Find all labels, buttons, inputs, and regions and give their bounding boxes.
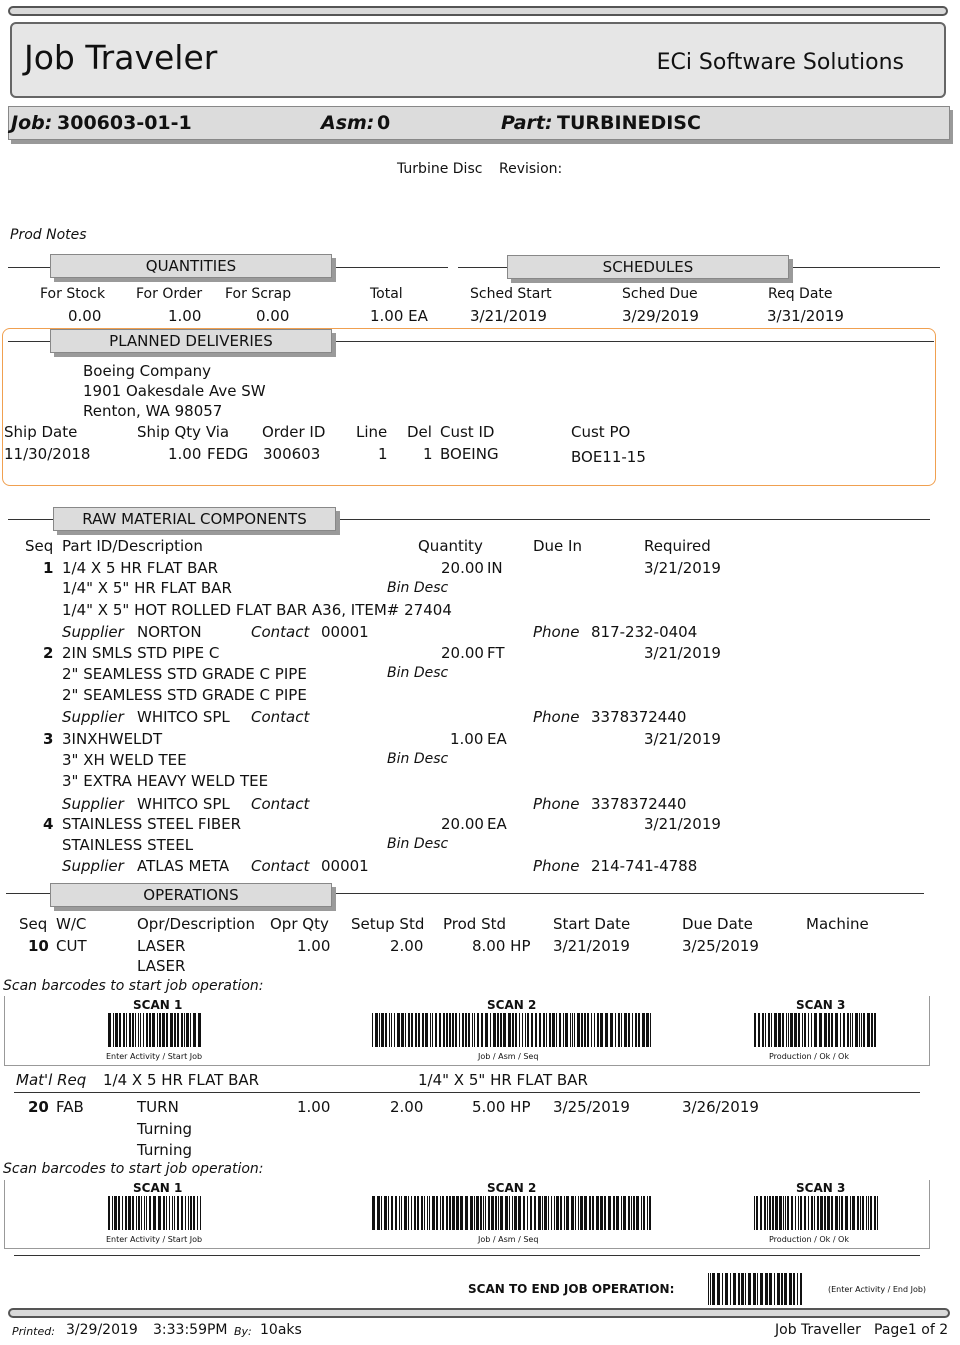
- sched-value: 3/29/2019: [622, 307, 699, 325]
- barcode-caption: Enter Activity / Start Job: [106, 1235, 203, 1244]
- barcode-scan-2: [372, 1196, 652, 1230]
- job-value: 300603-01-1: [57, 112, 192, 134]
- part-label: Part:: [501, 112, 553, 134]
- line-header: Line: [356, 423, 388, 441]
- phone-value: 3378372440: [591, 708, 687, 726]
- mat-qty: 1.00: [450, 730, 484, 748]
- supplier-value: WHITCO SPL: [137, 795, 230, 813]
- contact-label: Contact: [251, 857, 310, 875]
- scan-label: SCAN 1: [133, 998, 183, 1012]
- op-desc: Turning: [137, 1141, 192, 1159]
- phone-label: Phone: [533, 857, 580, 875]
- asm-value: 0: [377, 112, 391, 134]
- bin-desc-label: Bin Desc: [387, 836, 449, 852]
- op-desc-header: Opr/Description: [137, 915, 255, 933]
- schedules-header: SCHEDULES: [507, 255, 789, 279]
- ship-qty-via-header: Ship Qty Via: [137, 423, 230, 441]
- mat-part-id: 1/4 X 5 HR FLAT BAR: [62, 559, 219, 577]
- mat-qty-header: Quantity: [418, 537, 483, 555]
- bin-desc-label: Bin Desc: [387, 665, 449, 681]
- op-setup-header: Setup Std: [351, 915, 425, 933]
- op-start: 3/25/2019: [553, 1098, 630, 1116]
- mat-uom: EA: [487, 815, 507, 833]
- op-desc: Turning: [137, 1120, 192, 1138]
- mat-part-id: 2IN SMLS STD PIPE C: [62, 644, 220, 662]
- supplier-label: Supplier: [62, 623, 124, 641]
- qty-value: 1.00 EA: [370, 307, 428, 325]
- barcode-caption: Production / Ok / Ok: [769, 1052, 849, 1061]
- mat-seq-header: Seq: [25, 537, 54, 555]
- op-qty: 1.00: [297, 1098, 331, 1116]
- supplier-value: NORTON: [137, 623, 202, 641]
- bin-desc-label: Bin Desc: [387, 580, 449, 596]
- contact-label: Contact: [251, 795, 310, 813]
- supplier-value: ATLAS META: [137, 857, 230, 875]
- phone-label: Phone: [533, 708, 580, 726]
- qty-value: 1.00: [168, 307, 202, 325]
- line-value: 1: [378, 445, 388, 463]
- op-due-header: Due Date: [682, 915, 753, 933]
- address-line: Boeing Company: [83, 362, 212, 380]
- scan-label: SCAN 3: [796, 998, 846, 1012]
- barcode-caption: Job / Asm / Seq: [478, 1052, 539, 1061]
- mat-part-id: 3INXHWELDT: [62, 730, 163, 748]
- mat-seq: 4: [43, 815, 54, 833]
- op-seq: 10: [28, 937, 49, 955]
- barcode-scan-3: [754, 1196, 880, 1230]
- part-description: Turbine Disc: [397, 161, 483, 177]
- mat-desc: 3" XH WELD TEE: [62, 751, 187, 769]
- op-prod: 8.00 HP: [472, 937, 531, 955]
- matl-req-desc: 1/4" X 5" HR FLAT BAR: [418, 1071, 588, 1089]
- mat-qty: 20.00: [441, 815, 484, 833]
- qty-value: 0.00: [256, 307, 290, 325]
- mat-required: 3/21/2019: [644, 730, 721, 748]
- barcode-end-job: [708, 1273, 804, 1307]
- contact-label: Contact: [251, 708, 310, 726]
- report-name: Job Traveller: [775, 1322, 861, 1338]
- mat-desc: 2" SEAMLESS STD GRADE C PIPE: [62, 686, 307, 704]
- op-prod-header: Prod Std: [443, 915, 507, 933]
- op-seq: 20: [28, 1098, 49, 1116]
- qty-label: Total: [370, 286, 403, 302]
- document-title: Job Traveler: [24, 38, 218, 77]
- end-job-caption: (Enter Activity / End Job): [828, 1285, 927, 1294]
- mat-required-header: Required: [644, 537, 711, 555]
- company-name: ECi Software Solutions: [656, 50, 904, 75]
- qty-label: For Scrap: [225, 286, 292, 302]
- mat-seq: 3: [43, 730, 54, 748]
- operations-header: OPERATIONS: [50, 883, 332, 907]
- sched-label: Req Date: [768, 286, 833, 302]
- mat-uom: FT: [487, 644, 505, 662]
- op-setup: 2.00: [390, 1098, 424, 1116]
- contact-value: 00001: [321, 623, 369, 641]
- barcode-scan-1: [108, 1196, 204, 1230]
- op-desc: LASER: [137, 957, 186, 975]
- op-due: 3/25/2019: [682, 937, 759, 955]
- op-machine-header: Machine: [806, 915, 869, 933]
- job-label: Job:: [11, 112, 53, 134]
- barcode-caption: Production / Ok / Ok: [769, 1235, 849, 1244]
- divider: [14, 1255, 920, 1256]
- phone-value: 214-741-4788: [591, 857, 698, 875]
- qty-label: For Order: [136, 286, 203, 302]
- scan-label: SCAN 1: [133, 1181, 183, 1195]
- op-start-header: Start Date: [553, 915, 631, 933]
- mat-required: 3/21/2019: [644, 644, 721, 662]
- mat-desc: STAINLESS STEEL: [62, 836, 194, 854]
- address-line: 1901 Oakesdale Ave SW: [83, 382, 266, 400]
- printed-time: 3:33:59PM: [153, 1322, 228, 1338]
- mat-seq: 2: [43, 644, 54, 662]
- scan-label: SCAN 3: [796, 1181, 846, 1195]
- supplier-label: Supplier: [62, 857, 124, 875]
- phone-label: Phone: [533, 795, 580, 813]
- phone-value: 3378372440: [591, 795, 687, 813]
- mat-part-id: STAINLESS STEEL FIBER: [62, 815, 242, 833]
- ship-date-header: Ship Date: [4, 423, 78, 441]
- barcode-caption: Job / Asm / Seq: [478, 1235, 539, 1244]
- end-job-label: SCAN TO END JOB OPERATION:: [468, 1282, 675, 1296]
- barcode-scan-2: [372, 1013, 652, 1047]
- supplier-value: WHITCO SPL: [137, 708, 230, 726]
- mat-desc: 1/4" X 5" HOT ROLLED FLAT BAR A36, ITEM# 27404: [62, 601, 452, 619]
- by-value: 10aks: [260, 1322, 302, 1338]
- scan-prompt: Scan barcodes to start job operation:: [3, 1161, 264, 1177]
- ship-qty-value: 1.00: [168, 445, 202, 463]
- mat-uom: EA: [487, 730, 507, 748]
- by-label: By:: [234, 1325, 252, 1338]
- materials-header: RAW MATERIAL COMPONENTS: [53, 507, 336, 531]
- barcode-scan-1: [108, 1013, 204, 1047]
- contact-label: Contact: [251, 623, 310, 641]
- op-qty-header: Opr Qty: [270, 915, 329, 933]
- ship-date-value: 11/30/2018: [4, 445, 91, 463]
- scan-label: SCAN 2: [487, 1181, 537, 1195]
- qty-value: 0.00: [68, 307, 102, 325]
- mat-desc: 2" SEAMLESS STD GRADE C PIPE: [62, 665, 307, 683]
- op-setup: 2.00: [390, 937, 424, 955]
- address-line: Renton, WA 98057: [83, 402, 223, 420]
- op-opr: TURN: [137, 1098, 179, 1116]
- cust-id-value: BOEING: [440, 445, 499, 463]
- contact-value: 00001: [321, 857, 369, 875]
- sched-label: Sched Due: [622, 286, 698, 302]
- cust-po-header: Cust PO: [571, 423, 631, 441]
- divider: [14, 1092, 920, 1093]
- revision-label: Revision:: [499, 161, 563, 177]
- order-id-header: Order ID: [262, 423, 326, 441]
- phone-value: 817-232-0404: [591, 623, 698, 641]
- mat-seq: 1: [43, 559, 54, 577]
- order-id-value: 300603: [263, 445, 321, 463]
- op-due: 3/26/2019: [682, 1098, 759, 1116]
- asm-label: Asm:: [321, 112, 375, 134]
- mat-part-header: Part ID/Description: [62, 537, 203, 555]
- op-opr: LASER: [137, 937, 186, 955]
- op-wc-header: W/C: [56, 915, 87, 933]
- op-wc: FAB: [56, 1098, 84, 1116]
- op-prod: 5.00 HP: [472, 1098, 531, 1116]
- part-value: TURBINEDISC: [557, 112, 701, 134]
- matl-req-label: Mat'l Req: [16, 1071, 87, 1089]
- bin-desc-label: Bin Desc: [387, 751, 449, 767]
- del-value: 1: [423, 445, 433, 463]
- deliveries-header: PLANNED DELIVERIES: [50, 329, 332, 353]
- mat-desc: 1/4" X 5" HR FLAT BAR: [62, 579, 232, 597]
- mat-desc: 3" EXTRA HEAVY WELD TEE: [62, 772, 269, 790]
- cust-id-header: Cust ID: [440, 423, 495, 441]
- cust-po-value: BOE11-15: [571, 448, 646, 466]
- scan-label: SCAN 2: [487, 998, 537, 1012]
- printed-date: 3/29/2019: [66, 1322, 138, 1338]
- op-start: 3/21/2019: [553, 937, 630, 955]
- op-qty: 1.00: [297, 937, 331, 955]
- mat-required: 3/21/2019: [644, 815, 721, 833]
- page-number: Page1 of 2: [874, 1322, 949, 1338]
- sched-value: 3/21/2019: [470, 307, 547, 325]
- sched-value: 3/31/2019: [767, 307, 844, 325]
- quantities-header: QUANTITIES: [50, 254, 332, 278]
- op-wc: CUT: [56, 937, 87, 955]
- barcode-caption: Enter Activity / Start Job: [106, 1052, 203, 1061]
- printed-label: Printed:: [12, 1325, 55, 1338]
- prod-notes-label: Prod Notes: [10, 227, 87, 243]
- phone-label: Phone: [533, 623, 580, 641]
- ship-via-value: FEDG: [207, 445, 249, 463]
- supplier-label: Supplier: [62, 708, 124, 726]
- op-seq-header: Seq: [19, 915, 48, 933]
- header-box: [10, 22, 946, 98]
- mat-qty: 20.00: [441, 559, 484, 577]
- mat-qty: 20.00: [441, 644, 484, 662]
- bottom-border-bar: [8, 1308, 950, 1318]
- scan-prompt: Scan barcodes to start job operation:: [3, 978, 264, 994]
- mat-due-in-header: Due In: [533, 537, 582, 555]
- supplier-label: Supplier: [62, 795, 124, 813]
- top-border-bar: [8, 6, 948, 16]
- qty-label: For Stock: [40, 286, 106, 302]
- sched-label: Sched Start: [470, 286, 552, 302]
- matl-req-part: 1/4 X 5 HR FLAT BAR: [103, 1071, 260, 1089]
- job-bar: [8, 106, 950, 140]
- mat-uom: IN: [487, 559, 503, 577]
- barcode-scan-3: [754, 1013, 880, 1047]
- mat-required: 3/21/2019: [644, 559, 721, 577]
- del-header: Del: [407, 423, 432, 441]
